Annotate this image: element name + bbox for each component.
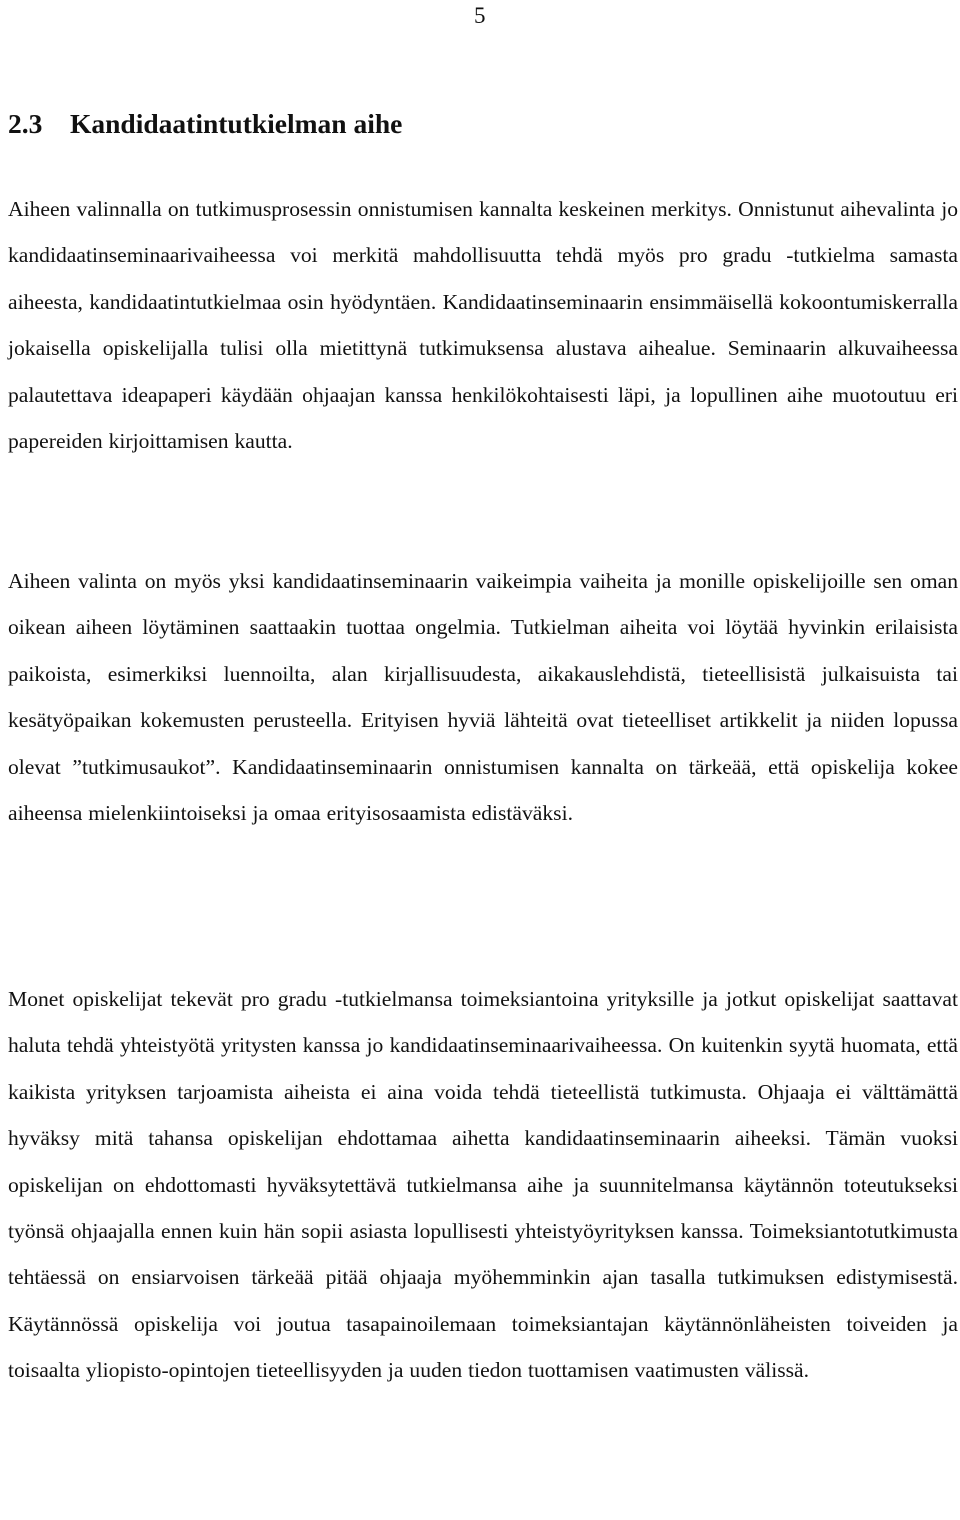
section-title: Kandidaatintutkielman aihe: [70, 108, 403, 139]
section-number: 2.3: [8, 108, 43, 139]
section-heading: [8, 104, 402, 144]
paragraph-topic-importance: Aiheen valinnalla on tutkimusprosessin onnistumisen kannalta keskeinen merkitys. Onnistunut aihevalinta jo kandidaatinseminaarivaiheessa voi merkitä mahdollisuutta tehdä myös pro gradu -tutkielma samasta aiheesta, kandidaatintutkielmaa osin hyödyntäen. Kandidaatinseminaarin ensimmäisellä kokoontumiskerralla jokaisella opiskelijalla tulisi olla mietittynä tutkimuksensa alustava aihealue. Seminaarin alkuvaiheessa palautettava ideapaperi käydään ohjaajan kanssa henkilökohtaisesti läpi, ja lopullinen aihe muotoutuu eri papereiden kirjoittamisen kautta.: [8, 197, 958, 454]
page-number: 5: [474, 3, 486, 28]
paragraph-company-collaboration: Monet opiskelijat tekevät pro gradu -tutkielmansa toimeksiantoina yrityksille ja jotkut opiskelijat saattavat haluta tehdä yhteistyötä yritysten kanssa jo kandidaatinseminaarivaiheessa. On kuitenkin syytä huomata, että kaikista yrityksen tarjoamista aiheista ei aina voida tehdä tieteellistä tutkimusta. Ohjaaja ei välttämättä hyväksy mitä tahansa opiskelijan ehdottamaa aihetta kandidaatinseminaarin aiheeksi. Tämän vuoksi opiskelijan on ehdottomasti hyväksytettävä tutkielmansa aihe ja suunnitelmansa käytännön toteutukseksi työnsä ohjaajalla ennen kuin hän sopii asiasta lopullisesti yhteistyöyrityksen kanssa. Toimeksiantotutkimusta tehtäessä on ensiarvoisen tärkeää pitää ohjaaja myöhemminkin ajan tasalla tutkimuksen edistymisestä. Käytännössä opiskelija voi joutua tasapainoilemaan toimeksiantajan käytännönläheisten toiveiden ja toisaalta yliopisto-opintojen tieteellisyyden ja uuden tiedon tuottamisen vaatimusten välissä.: [8, 987, 958, 1383]
paragraph-topic-selection: Aiheen valinta on myös yksi kandidaatinseminaarin vaikeimpia vaiheita ja monille opiskelijoille sen oman oikean aiheen löytäminen saattaakin tuottaa ongelmia. Tutkielman aiheita voi löytää hyvinkin erilaisista paikoista, esimerkiksi luennoilta, alan kirjallisuudesta, aikakauslehdistä, tieteellisistä julkaisuista tai kesätyöpaikan kokemusten perusteella. Erityisen hyviä lähteitä ovat tieteelliset artikkelit ja niiden lopussa olevat ”tutkimusaukot”. Kandidaatinseminaarin onnistumisen kannalta on tärkeää, että opiskelija kokee aiheensa mielenkiintoiseksi ja omaa erityisosaamista edistäväksi.: [8, 569, 958, 826]
